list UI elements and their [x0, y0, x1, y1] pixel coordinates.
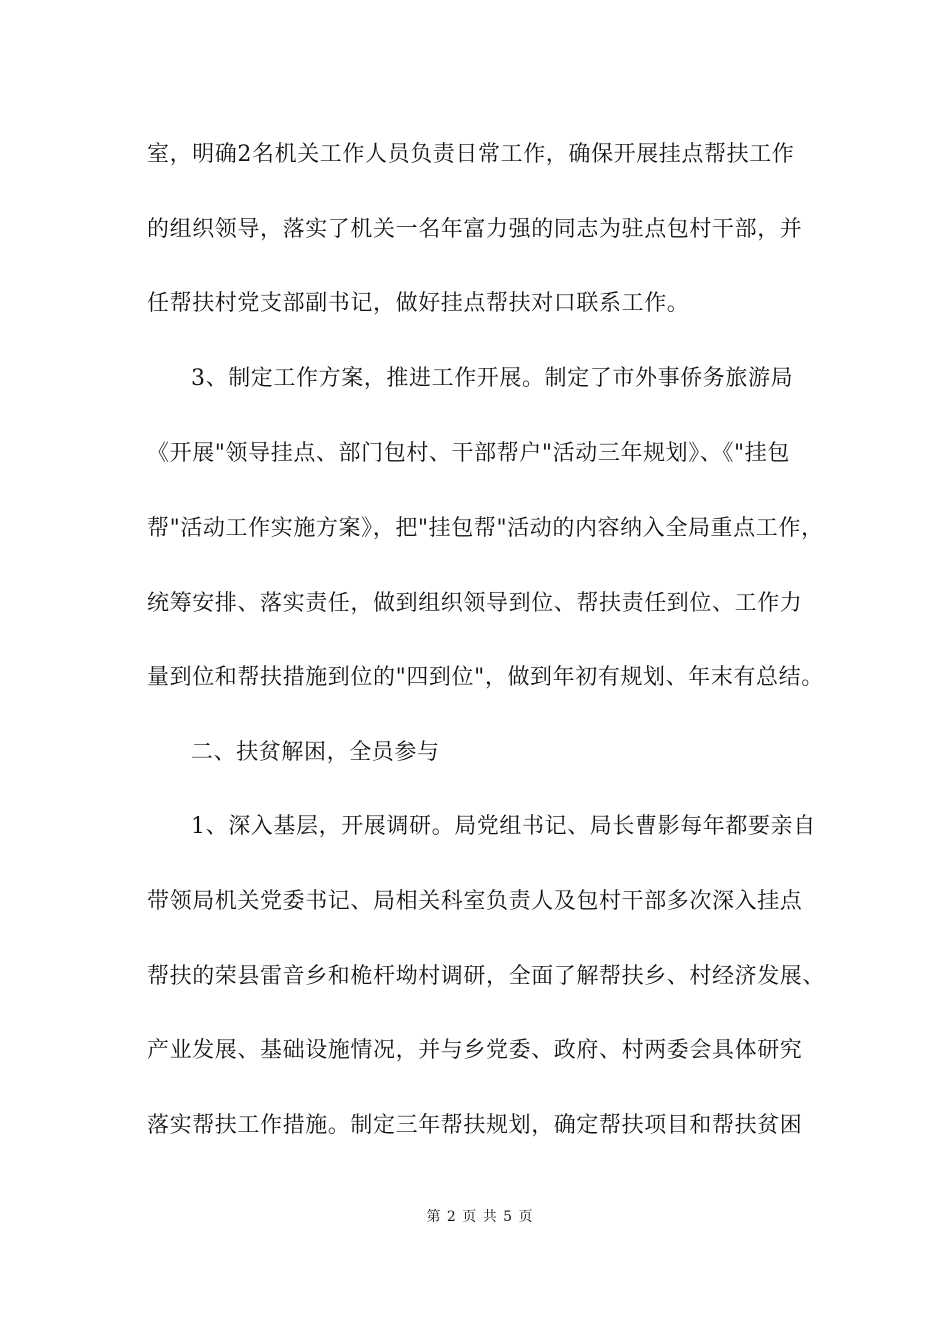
- text-line: 产业发展、基础设施情况，并与乡党委、政府、村两委会具体研究: [147, 1038, 803, 1063]
- text-line: 量到位和帮扶措施到位的"四到位"，做到年初有规划、年末有总结。: [147, 665, 824, 690]
- text-line: 帮"活动工作实施方案》，把"挂包帮"活动的内容纳入全局重点工作，: [147, 516, 824, 541]
- text-line: 带领局机关党委书记、局相关科室负责人及包村干部多次深入挂点: [147, 889, 803, 914]
- text-line: 帮扶的荣县雷音乡和桅杆坳村调研，全面了解帮扶乡、村经济发展、: [147, 964, 826, 989]
- page-footer: 第 2 页 共 5 页: [426, 1209, 534, 1225]
- section-heading: 二、扶贫解困，全员参与: [191, 740, 440, 765]
- text-line: 落实帮扶工作措施。制定三年帮扶规划，确定帮扶项目和帮扶贫困: [147, 1113, 803, 1138]
- text-line: 3、制定工作方案，推进工作开展。制定了市外事侨务旅游局: [191, 366, 794, 391]
- text-line: 室，明确2名机关工作人员负责日常工作，确保开展挂点帮扶工作: [147, 142, 795, 167]
- text-line: 任帮扶村党支部副书记，做好挂点帮扶对口联系工作。: [147, 291, 690, 316]
- text-line: 《开展"领导挂点、部门包村、干部帮户"活动三年规划》、《"挂包: [147, 441, 790, 466]
- text-line: 1、深入基层，开展调研。局党组书记、局长曹影每年都要亲自: [191, 814, 816, 839]
- text-line: 的组织领导，落实了机关一名年富力强的同志为驻点包村干部，并: [147, 217, 803, 242]
- text-line: 统筹安排、落实责任，做到组织领导到位、帮扶责任到位、工作力: [147, 591, 803, 616]
